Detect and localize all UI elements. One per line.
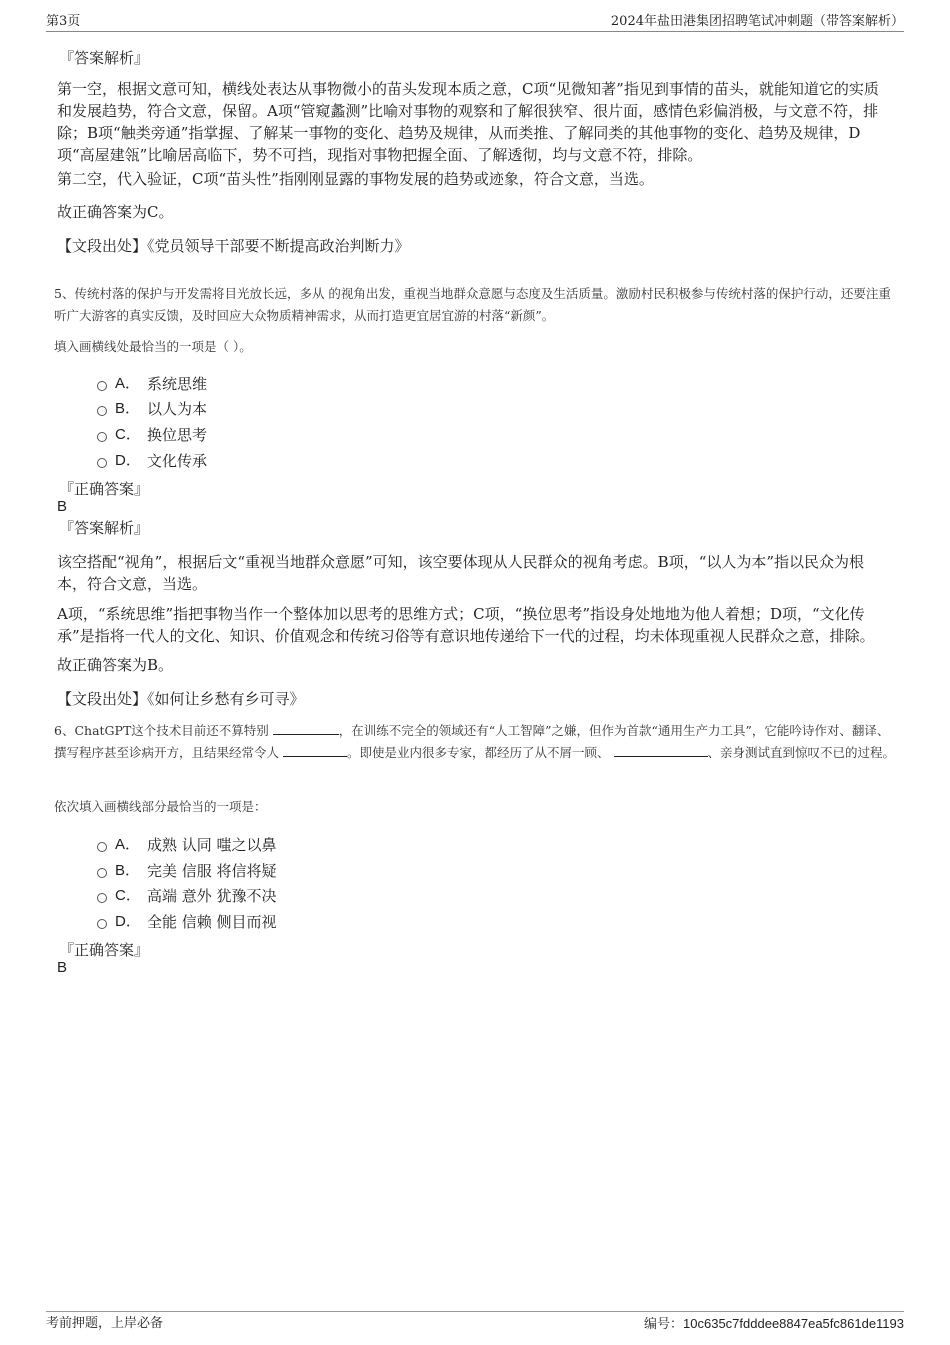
radio-icon[interactable] (97, 458, 107, 468)
option-letter: C． (115, 426, 141, 443)
q5-prompt: 填入画横线处最恰当的一项是（ ）。 (54, 339, 252, 354)
q5-option-a[interactable] (97, 374, 207, 394)
q5-correct-value: B (57, 498, 68, 515)
q5-analysis-para1: 该空搭配“视角”，根据后文“重视当地群众意愿”可知，该空要体现从人民群众的视角考虑。B项，“以人为本”指以民众为根本，符合文意，当选。 (57, 553, 865, 593)
radio-icon[interactable] (97, 919, 107, 929)
radio-icon[interactable] (97, 381, 107, 391)
q6-blank-3 (614, 742, 708, 757)
q5-correct-label: 『正确答案』 (59, 480, 150, 498)
q6-blank-2 (283, 742, 347, 757)
q5-answer-statement: 故正确答案为B。 (57, 656, 174, 674)
option-text: 全能 信赖 侧目而视 (147, 913, 277, 931)
option-letter: C． (115, 887, 141, 904)
option-text: 文化传承 (147, 452, 208, 470)
document-title: 2024年盐田港集团招聘笔试冲刺题（带答案解析） (610, 14, 904, 29)
radio-icon[interactable] (97, 893, 107, 903)
q6-correct-value: B (57, 959, 68, 976)
q5-option-d[interactable] (97, 451, 207, 471)
q5-analysis-label: 『答案解析』 (59, 519, 150, 537)
option-text: 完美 信服 将信将疑 (147, 862, 277, 880)
q6-stem-part4: 、亲身测试直到惊叹不已的过程。 (707, 745, 896, 760)
q6-correct-label: 『正确答案』 (59, 941, 150, 959)
q6-stem-part1: 6、ChatGPT这个技术目前还不算特别 (54, 723, 269, 738)
q6-prompt: 依次填入画横线部分最恰当的一项是： (54, 799, 267, 814)
radio-icon[interactable] (97, 842, 107, 852)
radio-icon[interactable] (97, 868, 107, 878)
footer-code-label: 编号： (644, 1317, 684, 1332)
page-footer (46, 1311, 904, 1334)
q5-option-b[interactable] (97, 399, 207, 419)
q4-analysis-para2: 第二空，代入验证，C项“苗头性”指刚刚显露的事物发展的趋势或迹象，符合文意，当选。 (57, 170, 654, 188)
q5-analysis-para2: A项，“系统思维”指把事物当作一个整体加以思考的思维方式；C项，“换位思考”指设身处地地为他人着想；D项，“文化传承”是指将一代人的文化、知识、价值观念和传统习俗等有意识地传递给下一代的过程，均未体现重视人民群众之意，排除。 (57, 605, 875, 645)
option-letter: A． (115, 836, 141, 853)
option-letter: D． (115, 913, 141, 930)
option-letter: A． (115, 375, 141, 392)
option-text: 成熟 认同 嗤之以鼻 (147, 836, 277, 854)
radio-icon[interactable] (97, 432, 107, 442)
option-letter: B． (115, 400, 141, 417)
q6-stem-part2: ，在训练不完全的领域还有“人工智障”之嫌，但作为首款“通用生产力工具”，它能吟诗作对、翻译、撰写程序甚至诊病开方，且结果经常令人 (54, 723, 890, 760)
footer-slogan: 考前押题，上岸必备 (46, 1316, 164, 1331)
footer-code (644, 1314, 904, 1335)
q4-analysis-label: 『答案解析』 (59, 49, 150, 67)
option-text: 高端 意外 犹豫不决 (147, 887, 277, 905)
q5-stem: 5、传统村落的保护与开发需将目光放长远，多从 的视角出发，重视当地群众意愿与态度及生活质量。激励村民积极参与传统村落的保护行动，还要注重听广大游客的真实反馈，及时回应大众物质精神需求，从而打造更宜居宜游的村落“新颜”。 (54, 286, 891, 323)
q5-source: 【文段出处】《如何让乡愁有乡可寻》 (57, 690, 305, 708)
q5-option-c[interactable] (97, 425, 207, 445)
option-text: 换位思考 (147, 426, 208, 444)
q6-option-b[interactable] (97, 861, 277, 881)
q4-source: 【文段出处】《党员领导干部要不断提高政治判断力》 (57, 237, 410, 255)
radio-icon[interactable] (97, 406, 107, 416)
page-header (46, 13, 904, 32)
q6-option-d[interactable] (97, 912, 277, 932)
q6-stem-part3: 。即使是业内很多专家，都经历了从不屑一顾、 (347, 745, 610, 760)
q4-answer-statement: 故正确答案为C。 (57, 203, 174, 221)
q6-stem (54, 720, 896, 764)
q6-option-c[interactable] (97, 886, 277, 906)
q4-analysis-para1: 第一空，根据文意可知，横线处表达从事物微小的苗头发现本质之意，C项“见微知著”指见到事情的苗头，就能知道它的实质和发展趋势，符合文意，保留。A项“管窥蠡测”比喻对事物的观察和了解很狭窄、很片面，感情色彩偏消极，与文意不符，排除；B项“触类旁通”指掌握、了解某一事物的变化、趋势及规律，从而类推、了解同类的其他事物的变化、趋势及规律，D项“高屋建瓴”比喻居高临下，势不可挡，现指对事物把握全面、了解透彻，均与文意不符，排除。 (57, 80, 879, 164)
footer-code-value: 10c635c7fdddee8847ea5fc861de1193 (683, 1316, 904, 1331)
page-number: 第3页 (46, 14, 81, 29)
option-text: 以人为本 (147, 400, 208, 418)
option-letter: D． (115, 452, 141, 469)
q6-blank-1 (273, 720, 339, 735)
q6-option-a[interactable] (97, 835, 277, 855)
option-text: 系统思维 (147, 375, 208, 393)
option-letter: B． (115, 862, 141, 879)
